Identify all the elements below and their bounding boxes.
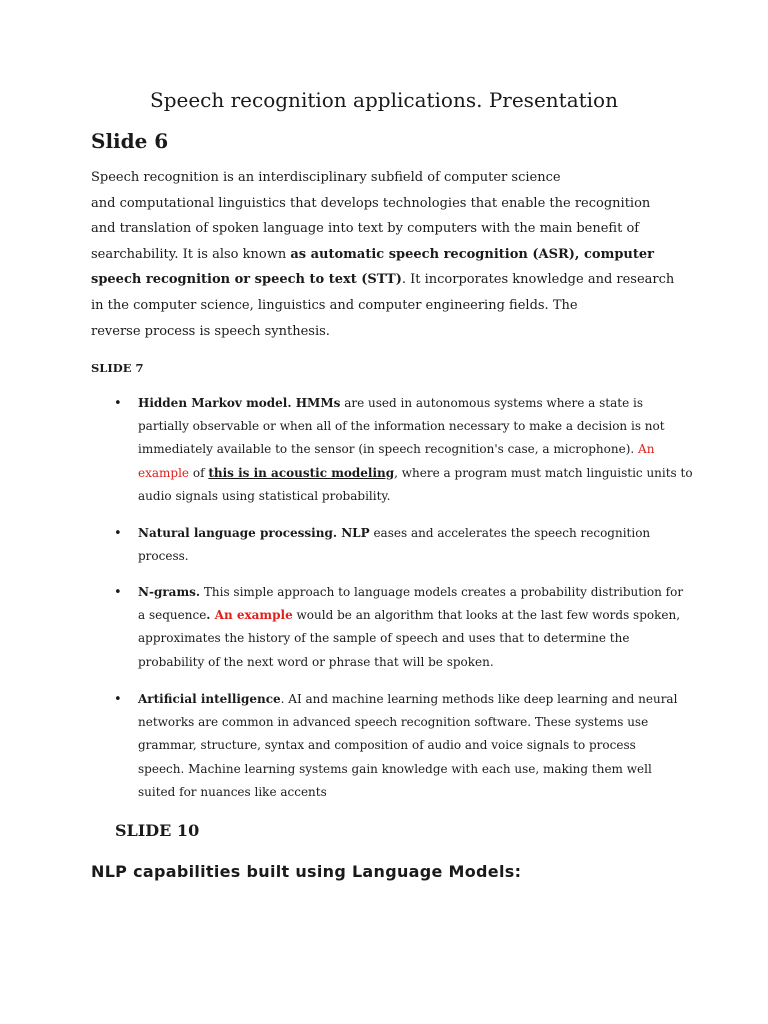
bullet-line-text: would be an algorithm that looks at the last few words spoken, [292,608,681,623]
bullet-line: process. [138,549,189,564]
paragraph-line: in the computer science, linguistics and computer engineering fields. The [91,297,578,313]
slide-6-heading: Slide 6 [91,129,169,153]
bullet-line [138,438,698,461]
bullet-line: partially observable or when all of the information necessary to make a decision is not [138,419,665,434]
bullet-text [138,392,698,508]
bullet-line-text: of [189,465,209,480]
paragraph-text: searchability. It is also known [91,246,291,262]
bullet-line: probability of the next word or phrase that will be spoken. [138,654,494,669]
paragraph-line: Speech recognition is an interdisciplinary subfield of computer science [91,170,561,185]
bullet-line: approximates the history of the sample of speech and uses that to determine the [138,631,630,646]
paragraph-line: and computational linguistics that develops technologies that enable the recognition [91,195,651,211]
bullet-line [138,462,698,485]
slide-6-paragraph [91,165,691,344]
bullet-term: N-grams. [138,585,201,599]
bold-period: . [206,608,215,623]
bullet-icon: • [114,692,122,707]
bullet-line [138,522,698,545]
bullet-line-text: eases and accelerates the speech recognition [369,526,651,540]
bullet-line: audio signals using statistical probability. [138,488,391,503]
bullet-line-text: are used in autonomous systems where a state is [340,396,644,410]
bullet-icon: • [114,396,122,411]
document-title: Speech recognition applications. Presentation [150,88,618,112]
red-highlight-text: An [638,442,655,457]
bullet-line-text: This simple approach to language models creates a probability distribution for [200,585,684,599]
slide-10-heading: SLIDE 10 [115,821,200,840]
bullet-line-text: , where a program must match linguistic units to [394,465,693,480]
bullet-line [138,604,698,627]
nlp-capabilities-heading: NLP capabilities built using Language Models: [91,862,522,881]
bullet-line: suited for nuances like accents [138,784,327,799]
bullet-line-text: immediately available to the sensor (in speech recognition's case, a microphone). [138,442,639,457]
bullet-term: Artificial intelligence [138,692,281,706]
red-highlight-text: An example [214,608,293,623]
paragraph-line [91,242,691,268]
bullet-icon: • [114,585,122,600]
paragraph-line [91,267,691,293]
bullet-text [138,581,698,674]
bullet-text [138,522,698,568]
stt-bold-text: speech recognition or speech to text (STT) [91,272,402,288]
underlined-bold-text: this is in acoustic modeling [208,465,395,480]
bullet-icon: • [114,526,122,541]
paragraph-text: . It incorporates knowledge and research [401,272,675,288]
paragraph-line: and translation of spoken language into text by computers with the main benefit of [91,221,640,237]
paragraph-line: reverse process is speech synthesis. [91,323,330,339]
bullet-line [138,392,698,415]
asr-bold-text: as automatic speech recognition (ASR), computer [290,246,654,262]
bullet-line [138,688,698,711]
bullet-term: Hidden Markov model. HMMs [138,396,341,410]
bullet-line-text: . AI and machine learning methods like deep learning and neural [280,692,678,706]
bullet-text [138,688,698,804]
slide-7-heading: SLIDE 7 [91,361,144,375]
bullet-line: networks are common in advanced speech recognition software. These systems use [138,715,649,730]
bullet-line: speech. Machine learning systems gain knowledge with each use, making them well [138,761,652,776]
red-highlight-text: example [138,465,190,480]
bullet-term: Natural language processing. NLP [138,526,370,540]
bullet-line-text: a sequence [138,608,207,623]
bullet-line [138,581,698,604]
bullet-line: grammar, structure, syntax and composition of audio and voice signals to process [138,738,636,753]
